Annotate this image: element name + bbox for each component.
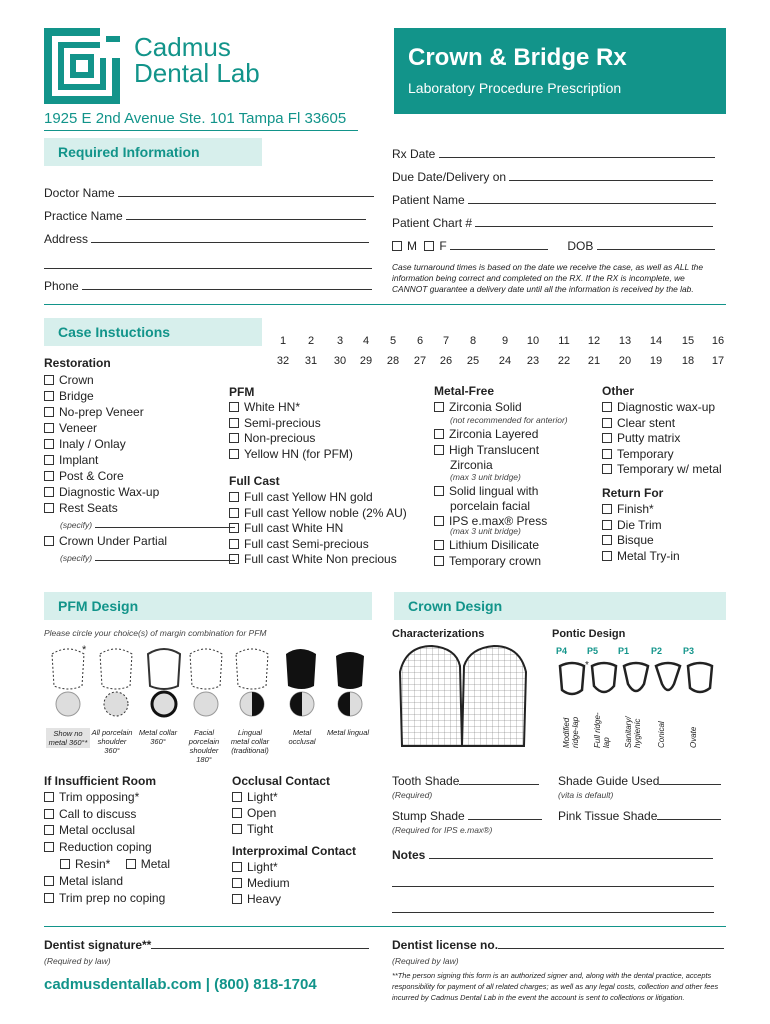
address-field[interactable]: Address xyxy=(44,232,369,246)
tooth-number[interactable]: 21 xyxy=(587,355,601,367)
tooth-number[interactable]: 6 xyxy=(416,335,424,347)
margin-option-label[interactable]: Show no metal 360°* xyxy=(46,728,90,748)
margin-option-label[interactable]: Metal collar 360° xyxy=(138,728,178,746)
dob-field[interactable] xyxy=(597,249,715,250)
other-option[interactable]: Diagnostic wax-up xyxy=(602,400,715,414)
other-option[interactable]: Clear stent xyxy=(602,416,675,430)
restoration-option[interactable]: Diagnostic Wax-up xyxy=(44,485,159,499)
fullcast-option[interactable]: Full cast Yellow noble (2% AU) xyxy=(229,506,407,520)
pfm-option[interactable]: Non-precious xyxy=(229,431,315,445)
interproximal-contact-option[interactable]: Medium xyxy=(232,876,290,890)
insufficient-heading: If Insufficient Room xyxy=(44,774,156,788)
tooth-number[interactable]: 18 xyxy=(681,355,695,367)
pontic-code[interactable]: P4 xyxy=(556,646,568,656)
phone-field[interactable]: Phone xyxy=(44,279,372,293)
fullcast-option[interactable]: Full cast Yellow HN gold xyxy=(229,490,373,504)
pfm-margin-diagrams-icon xyxy=(44,642,374,738)
fullcast-heading: Full Cast xyxy=(229,474,280,488)
return-heading: Return For xyxy=(602,486,664,500)
pontic-code[interactable]: P5 xyxy=(587,646,599,656)
characterization-teeth-icon xyxy=(396,642,530,750)
tooth-number[interactable]: 22 xyxy=(557,355,571,367)
restoration-option[interactable]: Inaly / Onlay xyxy=(44,437,126,451)
pontic-code[interactable]: P3 xyxy=(683,646,695,656)
zirconia-layered-option[interactable]: Zirconia Layered xyxy=(434,427,538,441)
notes-line-3[interactable] xyxy=(392,912,714,913)
pink-tissue-field[interactable]: Pink Tissue Shade xyxy=(558,809,721,823)
tooth-number[interactable]: 17 xyxy=(711,355,725,367)
occlusal-contact-option[interactable]: Open xyxy=(232,806,276,820)
pfm-option[interactable]: Semi-precious xyxy=(229,416,321,430)
temporary-crown-option[interactable]: Temporary crown xyxy=(434,554,541,568)
tooth-number[interactable]: 27 xyxy=(413,355,427,367)
other-option[interactable]: Putty matrix xyxy=(602,431,680,445)
male-checkbox[interactable] xyxy=(392,241,402,251)
crown-design-heading: Crown Design xyxy=(394,592,726,620)
restoration-option[interactable]: Implant xyxy=(44,453,98,467)
tooth-number[interactable]: 15 xyxy=(681,335,695,347)
fullcast-option[interactable]: Full cast White HN xyxy=(229,521,343,535)
pontic-label: Full ridge-lap xyxy=(593,712,611,748)
tooth-number[interactable]: 28 xyxy=(386,355,400,367)
zirconia-label: Zirconia xyxy=(450,458,493,472)
insufficient-room-option[interactable]: Trim prep no coping xyxy=(44,891,165,905)
stump-shade-field[interactable]: Stump Shade xyxy=(392,809,542,823)
tooth-number[interactable]: 5 xyxy=(389,335,397,347)
solid-lingual-option[interactable]: Solid lingual with xyxy=(434,484,538,498)
interprox-heading: Interproximal Contact xyxy=(232,844,357,858)
emax-option[interactable]: IPS e.max® Press xyxy=(434,514,547,528)
footnote: **The person signing this form is an authorized signer and, along with the dental practice, accepts responsibility for payment of all related charges; as well as any legal costs, collection and other fees incurred by Cadmus Dental Lab in the event the account is sent to collections or litigation. xyxy=(392,971,719,1002)
occlusal-contact-option[interactable]: Tight xyxy=(232,822,273,836)
return-for-option[interactable]: Bisque xyxy=(602,533,654,547)
form-subtitle: Laboratory Procedure Prescription xyxy=(408,80,622,96)
form-title: Crown & Bridge Rx xyxy=(408,44,627,71)
tooth-number[interactable]: 26 xyxy=(439,355,453,367)
tooth-number[interactable]: 12 xyxy=(587,335,601,347)
occlusal-heading: Occlusal Contact xyxy=(232,774,331,788)
rx-date-field[interactable]: Rx Date xyxy=(392,147,715,161)
pontic-label: Sanitary/ hygienic xyxy=(624,716,642,748)
pfm-option[interactable]: Yellow HN (for PFM) xyxy=(229,447,353,461)
lab-address: 1925 E 2nd Avenue Ste. 101 Tampa Fl 33605 xyxy=(44,110,347,127)
max-bridge-note: (max 3 unit bridge) xyxy=(450,472,521,482)
tooth-number[interactable]: 29 xyxy=(359,355,373,367)
notes-line-2[interactable] xyxy=(392,886,714,887)
logo xyxy=(44,28,120,104)
insufficient-room-option[interactable]: Reduction coping xyxy=(44,840,152,854)
tooth-number[interactable]: 19 xyxy=(649,355,663,367)
restoration-option[interactable]: No-prep Veneer xyxy=(44,405,144,419)
stump-shade-required: (Required for IPS e.max®) xyxy=(392,825,493,835)
sex-dob-row: M F DOB xyxy=(392,239,715,253)
rest-seats-specify[interactable]: (specify) xyxy=(60,520,235,530)
lithium-option[interactable]: Lithium Disilicate xyxy=(434,538,539,552)
website-phone: cadmusdentallab.com | (800) 818-1704 xyxy=(44,976,317,993)
address-field-line2[interactable] xyxy=(44,258,372,272)
dentist-license-field[interactable]: Dentist license no. xyxy=(392,938,724,952)
pontic-code[interactable]: P2 xyxy=(651,646,663,656)
pfm-heading: PFM xyxy=(229,385,255,399)
tooth-number[interactable]: 3 xyxy=(336,335,344,347)
tooth-number[interactable]: 32 xyxy=(276,355,290,367)
pfm-design-heading: PFM Design xyxy=(44,592,372,620)
dentist-signature-field[interactable]: Dentist signature** xyxy=(44,938,369,952)
high-translucent-option[interactable]: High Translucent xyxy=(434,443,539,457)
insufficient-room-option[interactable]: Call to discuss xyxy=(44,807,136,821)
fullcast-option[interactable]: Full cast Semi-precious xyxy=(229,537,369,551)
star-marker: * xyxy=(82,644,87,656)
margin-option-label[interactable]: Facial porcelain shoulder 180° xyxy=(188,728,220,764)
tooth-number[interactable]: 14 xyxy=(649,335,663,347)
tooth-number[interactable]: 31 xyxy=(304,355,318,367)
insufficient-room-option[interactable]: Metal island xyxy=(44,874,123,888)
return-for-option[interactable]: Die Trim xyxy=(602,518,662,532)
logo-mark-icon xyxy=(44,28,120,104)
tooth-number[interactable]: 7 xyxy=(442,335,450,347)
margin-option-label[interactable]: All porcelain shoulder 360° xyxy=(91,728,133,755)
pontic-design-heading: Pontic Design xyxy=(552,628,626,640)
signature-required-note: (Required by law) xyxy=(44,956,111,966)
resin-checkbox[interactable] xyxy=(60,859,70,869)
restoration-option[interactable]: Crown xyxy=(44,373,94,387)
tooth-number[interactable]: 1 xyxy=(279,335,287,347)
tooth-number[interactable]: 30 xyxy=(333,355,347,367)
tooth-shade-required: (Required) xyxy=(392,790,433,800)
pontic-shapes-icon xyxy=(556,658,718,700)
restoration-option[interactable]: Post & Core xyxy=(44,469,124,483)
other-option[interactable]: Temporary w/ metal xyxy=(602,462,722,476)
other-option[interactable]: Temporary xyxy=(602,447,674,461)
partial-specify[interactable]: (specify) xyxy=(60,553,235,563)
website-link[interactable]: cadmusdentallab.com xyxy=(44,976,202,993)
interproximal-contact-option[interactable]: Heavy xyxy=(232,892,281,906)
margin-option-label[interactable]: Metal occlusal xyxy=(288,728,316,746)
tooth-number[interactable]: 13 xyxy=(618,335,632,347)
occlusal-contact-option[interactable]: Light* xyxy=(232,790,278,804)
insufficient-room-option[interactable]: Trim opposing* xyxy=(44,790,139,804)
margin-option-label[interactable]: Metal lingual xyxy=(326,728,370,737)
max-bridge-note-2: (max 3 unit bridge) xyxy=(450,526,521,536)
tooth-number[interactable]: 10 xyxy=(526,335,540,347)
other-heading: Other xyxy=(602,384,635,398)
metal-free-heading: Metal-Free xyxy=(434,384,495,398)
company-name: Cadmus Dental Lab xyxy=(134,32,260,88)
return-for-option[interactable]: Finish* xyxy=(602,502,654,516)
restoration-heading: Restoration xyxy=(44,356,111,370)
tooth-number[interactable]: 25 xyxy=(466,355,480,367)
restoration-option[interactable]: Rest Seats xyxy=(44,501,118,515)
case-instructions-heading: Case Instuctions xyxy=(44,318,262,346)
tooth-number[interactable]: 11 xyxy=(558,335,570,347)
crown-under-partial-option[interactable]: Crown Under Partial xyxy=(44,534,167,548)
tooth-number[interactable]: 8 xyxy=(469,335,477,347)
margin-option-label[interactable]: Lingual metal collar (traditional) xyxy=(230,728,270,755)
zirconia-solid-option[interactable]: Zirconia Solid xyxy=(434,400,522,414)
interproximal-contact-option[interactable]: Light* xyxy=(232,860,278,874)
phone-number: (800) 818-1704 xyxy=(214,976,317,993)
tooth-number[interactable]: 16 xyxy=(711,335,725,347)
tooth-number[interactable]: 9 xyxy=(501,335,509,347)
metal-checkbox[interactable] xyxy=(126,859,136,869)
tooth-number[interactable]: 20 xyxy=(618,355,632,367)
patient-name-field[interactable]: Patient Name xyxy=(392,193,716,207)
turnaround-notice: Case turnaround times is based on the date we receive the case, as well as ALL the information being correct and completed on the RX. If the RX is incomplete, we CANNOT guarantee a delivery date until all the information is received by the lab. xyxy=(392,262,703,294)
vita-default-note: (vita is default) xyxy=(558,790,614,800)
female-checkbox[interactable] xyxy=(424,241,434,251)
tooth-number[interactable]: 24 xyxy=(498,355,512,367)
tooth-shade-field[interactable]: Tooth Shade xyxy=(392,774,539,788)
practice-name-field[interactable]: Practice Name xyxy=(44,209,366,223)
resin-metal-row: Resin* Metal xyxy=(60,857,170,871)
pontic-label: Ovate xyxy=(689,726,698,748)
restoration-option[interactable]: Veneer xyxy=(44,421,97,435)
patient-chart-field[interactable]: Patient Chart # xyxy=(392,216,713,230)
shade-guide-field[interactable]: Shade Guide Used xyxy=(558,774,721,788)
pfm-instruction: Please circle your choice(s) of margin combination for PFM xyxy=(44,628,267,638)
tooth-number[interactable]: 4 xyxy=(362,335,370,347)
fullcast-option[interactable]: Full cast White Non precious xyxy=(229,552,397,566)
form-title-banner xyxy=(394,28,726,114)
pfm-option[interactable]: White HN* xyxy=(229,400,300,414)
pontic-label: Modified ridge-lap xyxy=(562,716,580,748)
insufficient-room-option[interactable]: Metal occlusal xyxy=(44,823,135,837)
characterizations-heading: Characterizations xyxy=(392,628,485,640)
pontic-code[interactable]: P1 xyxy=(618,646,630,656)
license-required-note: (Required by law) xyxy=(392,956,459,966)
required-info-heading: Required Information xyxy=(44,138,262,166)
tooth-number[interactable]: 23 xyxy=(526,355,540,367)
notes-field[interactable]: Notes xyxy=(392,848,713,862)
pontic-label: Conical xyxy=(657,721,666,748)
porcelain-facial-label: porcelain facial xyxy=(450,499,531,513)
not-recommended-note: (not recommended for anterior) xyxy=(450,415,568,425)
return-for-option[interactable]: Metal Try-in xyxy=(602,549,680,563)
tooth-number[interactable]: 2 xyxy=(307,335,315,347)
due-date-field[interactable]: Due Date/Delivery on xyxy=(392,170,713,184)
restoration-option[interactable]: Bridge xyxy=(44,389,94,403)
doctor-name-field[interactable]: Doctor Name xyxy=(44,186,374,200)
